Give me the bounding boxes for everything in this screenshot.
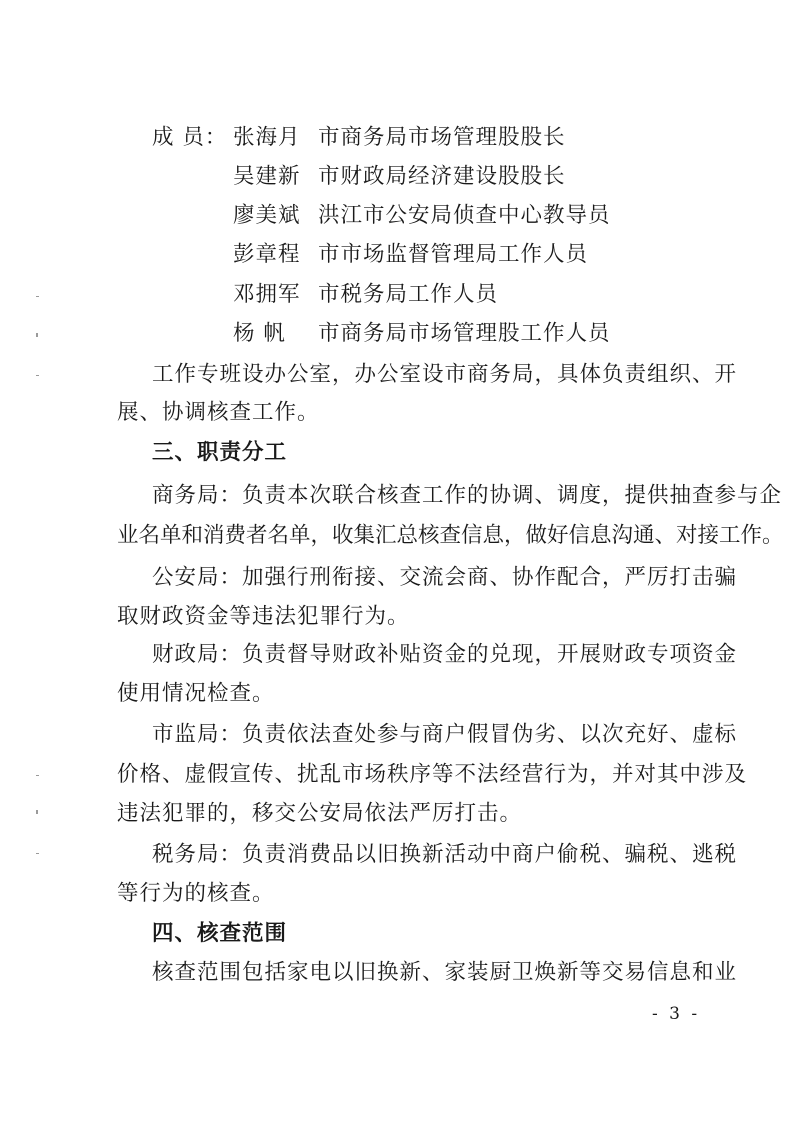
market-duty-line: 价格、虚假宣传、扰乱市场秩序等不法经营行为，并对其中涉及 <box>117 762 748 787</box>
member-row <box>0 196 793 236</box>
member-title: 市税务局工作人员 <box>318 282 499 307</box>
page-number: - 3 - <box>652 1004 701 1024</box>
market-duty-line: 市监局：负责依法查处参与商户假冒伪劣、以次充好、虚标 <box>152 722 738 747</box>
section-heading: 三、职责分工 <box>152 440 288 465</box>
member-name: 彭章程 <box>233 242 301 267</box>
market-duty-line: 违法犯罪的，移交公安局依法严厉打击。 <box>117 801 523 826</box>
member-row <box>0 235 793 275</box>
office-paragraph-line: 工作专班设办公室，办公室设市商务局，具体负责组织、开 <box>152 362 738 387</box>
member-name: 张海月 <box>233 125 301 150</box>
member-name: 吴建新 <box>233 164 301 189</box>
scan-mark <box>36 375 39 376</box>
member-name: 廖美斌 <box>233 203 301 228</box>
member-row <box>0 275 793 315</box>
scan-mark <box>36 296 39 297</box>
member-name: 杨 帆 <box>233 321 286 346</box>
scan-mark <box>36 810 38 814</box>
member-name: 邓拥军 <box>233 282 301 307</box>
scope-paragraph-line: 核查范围包括家电以旧换新、家装厨卫焕新等交易信息和业 <box>152 960 738 985</box>
member-title: 市商务局市场管理股股长 <box>318 125 566 150</box>
police-duty-line: 公安局：加强行刑衔接、交流会商、协作配合，严厉打击骗 <box>152 565 738 590</box>
police-duty-line: 取财政资金等违法犯罪行为。 <box>117 604 410 629</box>
member-title: 市市场监督管理局工作人员 <box>318 242 589 267</box>
scan-mark <box>36 853 39 854</box>
members-label: 成 员： <box>152 125 228 150</box>
member-title: 市财政局经济建设股股长 <box>318 164 566 189</box>
member-row <box>0 118 793 158</box>
office-paragraph-line: 展、协调核查工作。 <box>117 400 320 425</box>
section-heading: 四、核查范围 <box>152 921 288 946</box>
scan-mark <box>36 775 39 776</box>
commerce-duty-line: 商务局：负责本次联合核查工作的协调、调度，提供抽查参与企 <box>152 483 783 508</box>
member-title: 市商务局市场管理股工作人员 <box>318 321 611 346</box>
finance-duty-line: 财政局：负责督导财政补贴资金的兑现，开展财政专项资金 <box>152 642 738 667</box>
scan-mark <box>36 333 38 337</box>
tax-duty-line: 税务局：负责消费品以旧换新活动中商户偷税、骗税、逃税 <box>152 842 738 867</box>
finance-duty-line: 使用情况检查。 <box>117 681 275 706</box>
commerce-duty-line: 业名单和消费者名单，收集汇总核查信息，做好信息沟通、对接工作。 <box>117 523 784 548</box>
member-row <box>0 314 793 354</box>
member-title: 洪江市公安局侦查中心教导员 <box>318 203 611 228</box>
member-row <box>0 157 793 197</box>
tax-duty-line: 等行为的核查。 <box>117 881 275 906</box>
